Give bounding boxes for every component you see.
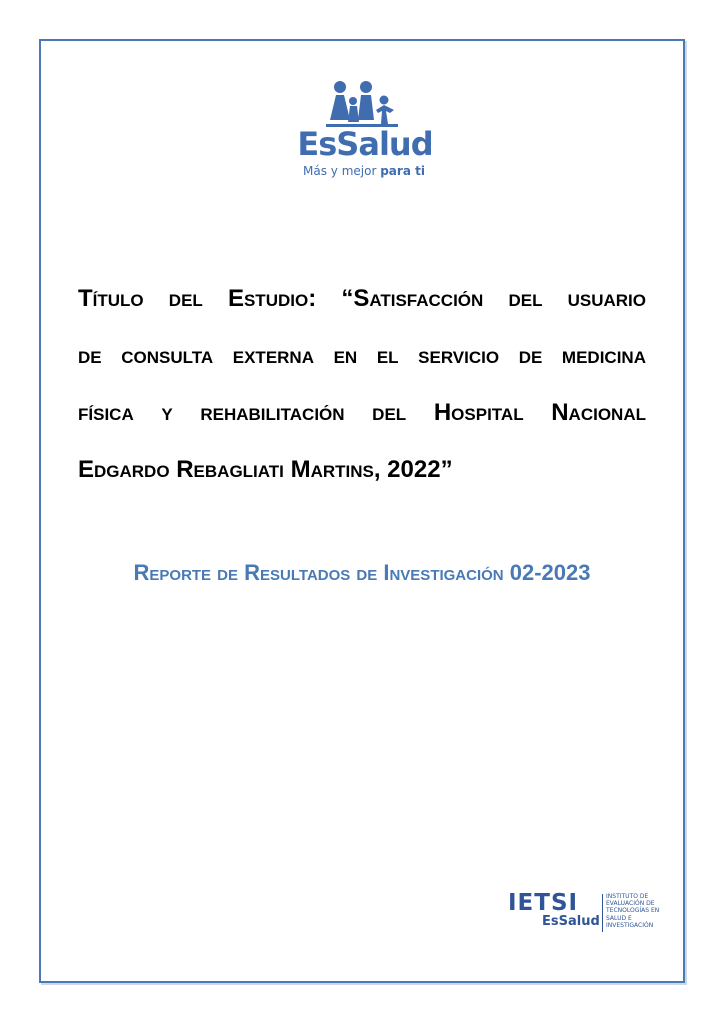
ietsi-logo bbox=[508, 890, 668, 940]
page-border bbox=[39, 39, 685, 983]
title-line-4: Edgardo Rebagliati Martins, 2022” bbox=[78, 456, 453, 483]
ietsi-desc-line: SALUD E bbox=[606, 914, 632, 922]
ietsi-desc-line: INVESTIGACIÓN bbox=[606, 921, 654, 929]
ietsi-name: IETSI bbox=[508, 890, 579, 916]
essalud-logo bbox=[292, 80, 436, 180]
ietsi-desc-line: TECNOLOGÍAS EN bbox=[606, 907, 660, 915]
essalud-tagline bbox=[292, 164, 436, 178]
ietsi-desc-line: EVALUACIÓN DE bbox=[606, 900, 655, 908]
tagline-bold: para ti bbox=[380, 164, 425, 178]
ietsi-sub: EsSalud bbox=[542, 914, 600, 929]
study-title bbox=[78, 270, 646, 498]
title-line-3: física y rehabilitación del Hospital Nacional bbox=[78, 399, 646, 426]
tagline-regular: Más y mejor bbox=[303, 164, 381, 178]
title-line-1: Título del Estudio: “Satisfacción del usuario bbox=[78, 285, 646, 312]
ietsi-desc-line: INSTITUTO DE bbox=[606, 893, 649, 900]
essalud-logo-name: EsSalud bbox=[297, 125, 433, 163]
report-label: Reporte de Resultados de Investigación 02-2023 bbox=[133, 560, 591, 585]
title-line-2: de consulta externa en el servicio de medicina bbox=[78, 342, 646, 369]
ietsi-divider bbox=[602, 894, 603, 932]
family-figures-icon bbox=[326, 80, 398, 128]
ietsi-description bbox=[606, 893, 668, 929]
